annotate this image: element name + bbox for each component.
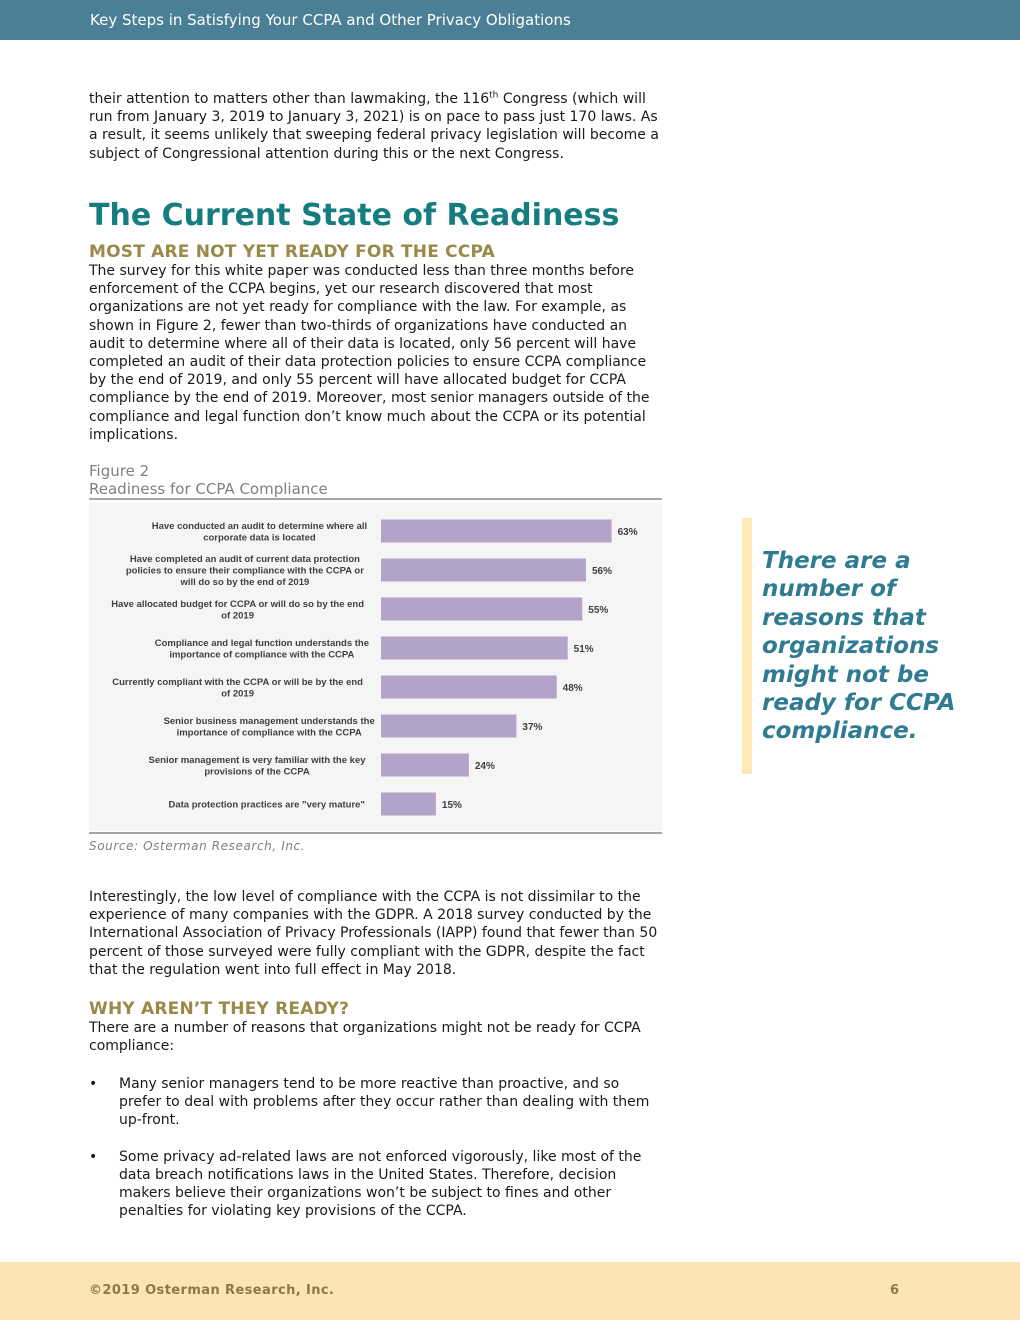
bar-0 xyxy=(381,520,612,543)
bar-4 xyxy=(381,676,557,699)
bar-2 xyxy=(381,598,582,621)
section-title: The Current State of Readiness xyxy=(89,198,620,233)
category-label-1: Have completed an audit of current data protection policies to ensure their compliance with the CCPA or will do so by the end of 2019 xyxy=(125,554,364,588)
gdpr-text: Interestingly, the low level of compliance with the CCPA is not dissimilar to the experience of many companies with the GDPR. A 2018 survey conducted by the International Association of Privacy Professionals (IAPP) found that fewer than 50 percent of those surveyed were fully compliant with the GDPR, despite the fact that the regulation went into full effect in May 2018. xyxy=(89,889,658,978)
pull-quote-bar xyxy=(742,518,752,774)
intro-sup: th xyxy=(489,90,499,101)
figure-source: Source: Osterman Research, Inc. xyxy=(89,839,306,853)
bar-7 xyxy=(381,793,436,816)
category-label-6: Senior management is very familiar with the key provisions of the CCPA xyxy=(148,754,366,778)
subheading-not-ready: MOST ARE NOT YET READY FOR THE CCPA xyxy=(89,242,495,262)
list-item xyxy=(89,1148,661,1221)
bar-3 xyxy=(381,637,568,660)
figure-bottom-rule xyxy=(89,832,662,834)
bar-5 xyxy=(381,715,516,738)
pull-quote: There are a number of reasons that organizations might not be ready for CCPA compliance. xyxy=(762,548,956,745)
figure-top-rule xyxy=(89,498,662,500)
page-footer xyxy=(0,1262,1020,1320)
reasons-list xyxy=(89,1075,661,1238)
bar-value-label-7: 15% xyxy=(441,800,462,811)
readiness-text: The survey for this white paper was conducted less than three months before enforcement of the CCPA begins, yet our research discovered that most organizations are not yet ready for compliance with the law. For example, as shown in Figure 2, fewer than two-thirds of organizations have conducted an audit to determine where all of their data is located, only 56 percent will have completed an audit of their data protection policies to ensure CCPA compliance by the end of 2019, and only 55 percent will have allocated budget for CCPA compliance by the end of 2019. Moreover, most senior managers outside of the compliance and legal function don’t know much about the CCPA or its potential implications. xyxy=(89,263,650,443)
reasons-paragraph xyxy=(89,1019,661,1055)
bar-value-label-5: 37% xyxy=(522,722,543,733)
category-label-0: Have conducted an audit to determine where all corporate data is located xyxy=(151,520,368,544)
category-label-5: Senior business management understands the importance of compliance with the CCPA xyxy=(163,715,375,739)
readiness-paragraph xyxy=(89,262,661,444)
bullet-icon: • xyxy=(89,1076,98,1092)
list-item xyxy=(89,1075,661,1130)
list-item-text: Some privacy ad-related laws are not enforced vigorously, like most of the data breach notifications laws in the United States. Therefore, decision makers believe their organizations won’t be subject to fines and other penalties for violating key provisions of the CCPA. xyxy=(119,1148,642,1220)
bar-value-label-2: 55% xyxy=(588,605,609,616)
page-header xyxy=(0,0,1020,40)
figure-number: Figure 2 xyxy=(89,462,150,480)
header-title: Key Steps in Satisfying Your CCPA and Other Privacy Obligations xyxy=(90,11,571,29)
bar-value-label-4: 48% xyxy=(562,683,583,694)
bar-1 xyxy=(381,559,586,582)
subheading-why-not-ready: WHY AREN’T THEY READY? xyxy=(89,999,350,1019)
category-label-3: Compliance and legal function understands the importance of compliance with the CCPA xyxy=(154,637,370,661)
list-item-text: Many senior managers tend to be more reactive than proactive, and so prefer to deal with problems after they occur rather than dealing with them up-front. xyxy=(119,1076,650,1129)
reasons-text: There are a number of reasons that organizations might not be ready for CCPA compliance: xyxy=(89,1020,641,1055)
bar-value-label-6: 24% xyxy=(474,761,495,772)
category-label-2: Have allocated budget for CCPA or will do so by the end of 2019 xyxy=(111,598,365,622)
bar-value-label-3: 51% xyxy=(573,644,594,655)
page-number: 6 xyxy=(890,1283,900,1298)
footer-copyright: ©2019 Osterman Research, Inc. xyxy=(89,1283,335,1298)
bar-6 xyxy=(381,754,469,777)
readiness-bar-chart xyxy=(89,503,662,831)
gdpr-paragraph xyxy=(89,888,661,979)
bar-value-label-0: 63% xyxy=(617,527,638,538)
bar-value-label-1: 56% xyxy=(591,566,612,577)
bullet-icon: • xyxy=(89,1148,98,1165)
category-label-4: Currently compliant with the CCPA or will be by the end of 2019 xyxy=(112,676,363,700)
intro-paragraph xyxy=(89,90,661,163)
figure-caption: Readiness for CCPA Compliance xyxy=(89,480,328,498)
intro-text-1: their attention to matters other than lawmaking, the 116 xyxy=(89,91,490,107)
category-label-7: Data protection practices are "very mature" xyxy=(168,799,365,811)
intro-text-2: Congress (which will run from January 3, 2019 to January 3, 2021) is on pace to pass just 170 laws. As a result, it seems unlikely that sweeping federal privacy legislation will become a subject of Congressional attention during this or the next Congress. xyxy=(89,91,659,162)
